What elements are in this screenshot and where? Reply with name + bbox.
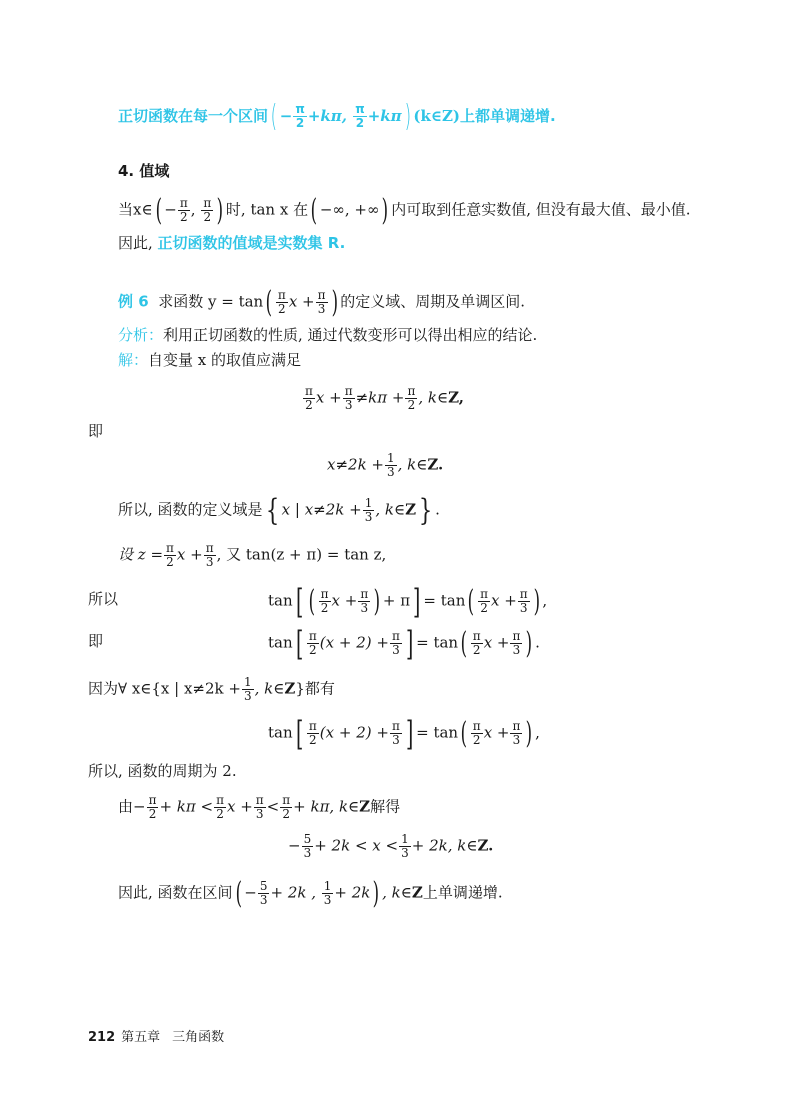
equation-period-step2: tan[ $\frac{\pi}{2}$ (x + 2) + $\frac{\pi}{3}$ ] = tan( $\frac{\pi}{2}$ x + $\frac{\pi}{3}$ ) .	[268, 623, 540, 664]
tangent-monotonic-statement: 正切函数在每一个区间( − $\frac{\pi}{2}$ +kπ, $\frac{\pi}{2}$ +kπ) (k∈Z)上都单调递增.	[118, 98, 556, 134]
equation-interval: − $\frac{5}{3}$ + 2k < x < $\frac{1}{3}$ + 2k, k∈Z.	[288, 832, 494, 860]
analysis-line: 分析：利用正切函数的性质, 通过代数变形可以得出相应的结论.	[118, 326, 538, 344]
monotonic-conclusion: 因此, 函数在区间( − $\frac{5}{3}$ + 2k , $\frac{1}{3}$ + 2k) , k∈Z上单调递增.	[118, 875, 503, 911]
equation-period-step1: tan[ ( $\frac{\pi}{2}$ x + $\frac{\pi}{3}$ ) + π] = tan( $\frac{\pi}{2}$ x + $\frac{\pi}{3}$ ) ,	[268, 581, 548, 622]
page-number: 212	[88, 1030, 116, 1045]
range-explanation: 当x∈( − $\frac{\pi}{2}$ , $\frac{\pi}{2}$ ) 时, tan x 在( −∞, +∞) 内可取到任意实数值, 但没有最大值、最小值.	[118, 192, 691, 228]
equation-domain-condition: $\frac{\pi}{2}$ x + $\frac{\pi}{3}$ ≠kπ + $\frac{\pi}{2}$ , k∈Z,	[305, 384, 464, 412]
example-label: 例 6	[118, 292, 149, 311]
period-statement: 所以, 函数的周期为 2.	[88, 762, 237, 780]
fraction: $\frac{\pi}{2}$	[203, 196, 212, 224]
ji-label-1: 即	[88, 422, 104, 440]
equation-x-not-equal: x≠2k + $\frac{1}{3}$ , k∈Z.	[327, 451, 444, 479]
inequality-line: 由− $\frac{\pi}{2}$ + kπ < $\frac{\pi}{2}$ x + $\frac{\pi}{3}$ < $\frac{\pi}{2}$ + kπ, k∈Z解得	[118, 793, 401, 821]
domain-statement: 所以, 函数的定义域是{ x | x≠2k + $\frac{1}{3}$ , k∈Z} .	[118, 492, 440, 528]
fraction: $\frac{\pi}{3}$	[317, 288, 326, 316]
because-line: 因为∀ x∈{x | x≠2k + $\frac{1}{3}$ , k∈Z}都有	[88, 675, 335, 703]
equation-period-step3: tan[ $\frac{\pi}{2}$ (x + 2) + $\frac{\pi}{3}$ ] = tan( $\frac{\pi}{2}$ x + $\frac{\pi}{3}$ ) ,	[268, 713, 540, 754]
page-footer	[88, 1026, 224, 1045]
example-6-question: 例 6 求函数 y = tan( $\frac{\pi}{2}$ x + $\frac{\pi}{3}$ ) 的定义域、周期及单调区间.	[118, 284, 525, 320]
ji-label-2: 即	[88, 632, 104, 650]
section-heading-range: 4. 值域	[118, 162, 170, 180]
range-conclusion: 因此, 正切函数的值域是实数集 R.	[118, 234, 346, 252]
chapter-title: 三角函数	[172, 1030, 225, 1045]
suoyi-label: 所以	[88, 590, 119, 608]
chapter-label: 第五章	[121, 1030, 161, 1045]
fraction: $\frac{\pi}{2}$	[295, 102, 305, 130]
solution-line: 解：自变量 x 的取值应满足	[118, 351, 302, 369]
fraction: $\frac{\pi}{2}$	[179, 196, 188, 224]
substitution-line: 设 z = $\frac{\pi}{2}$ x + $\frac{\pi}{3}$ , 又 tan(z + π) = tan z,	[118, 541, 387, 569]
fraction: $\frac{\pi}{2}$	[355, 102, 365, 130]
fraction: $\frac{\pi}{2}$	[277, 288, 286, 316]
